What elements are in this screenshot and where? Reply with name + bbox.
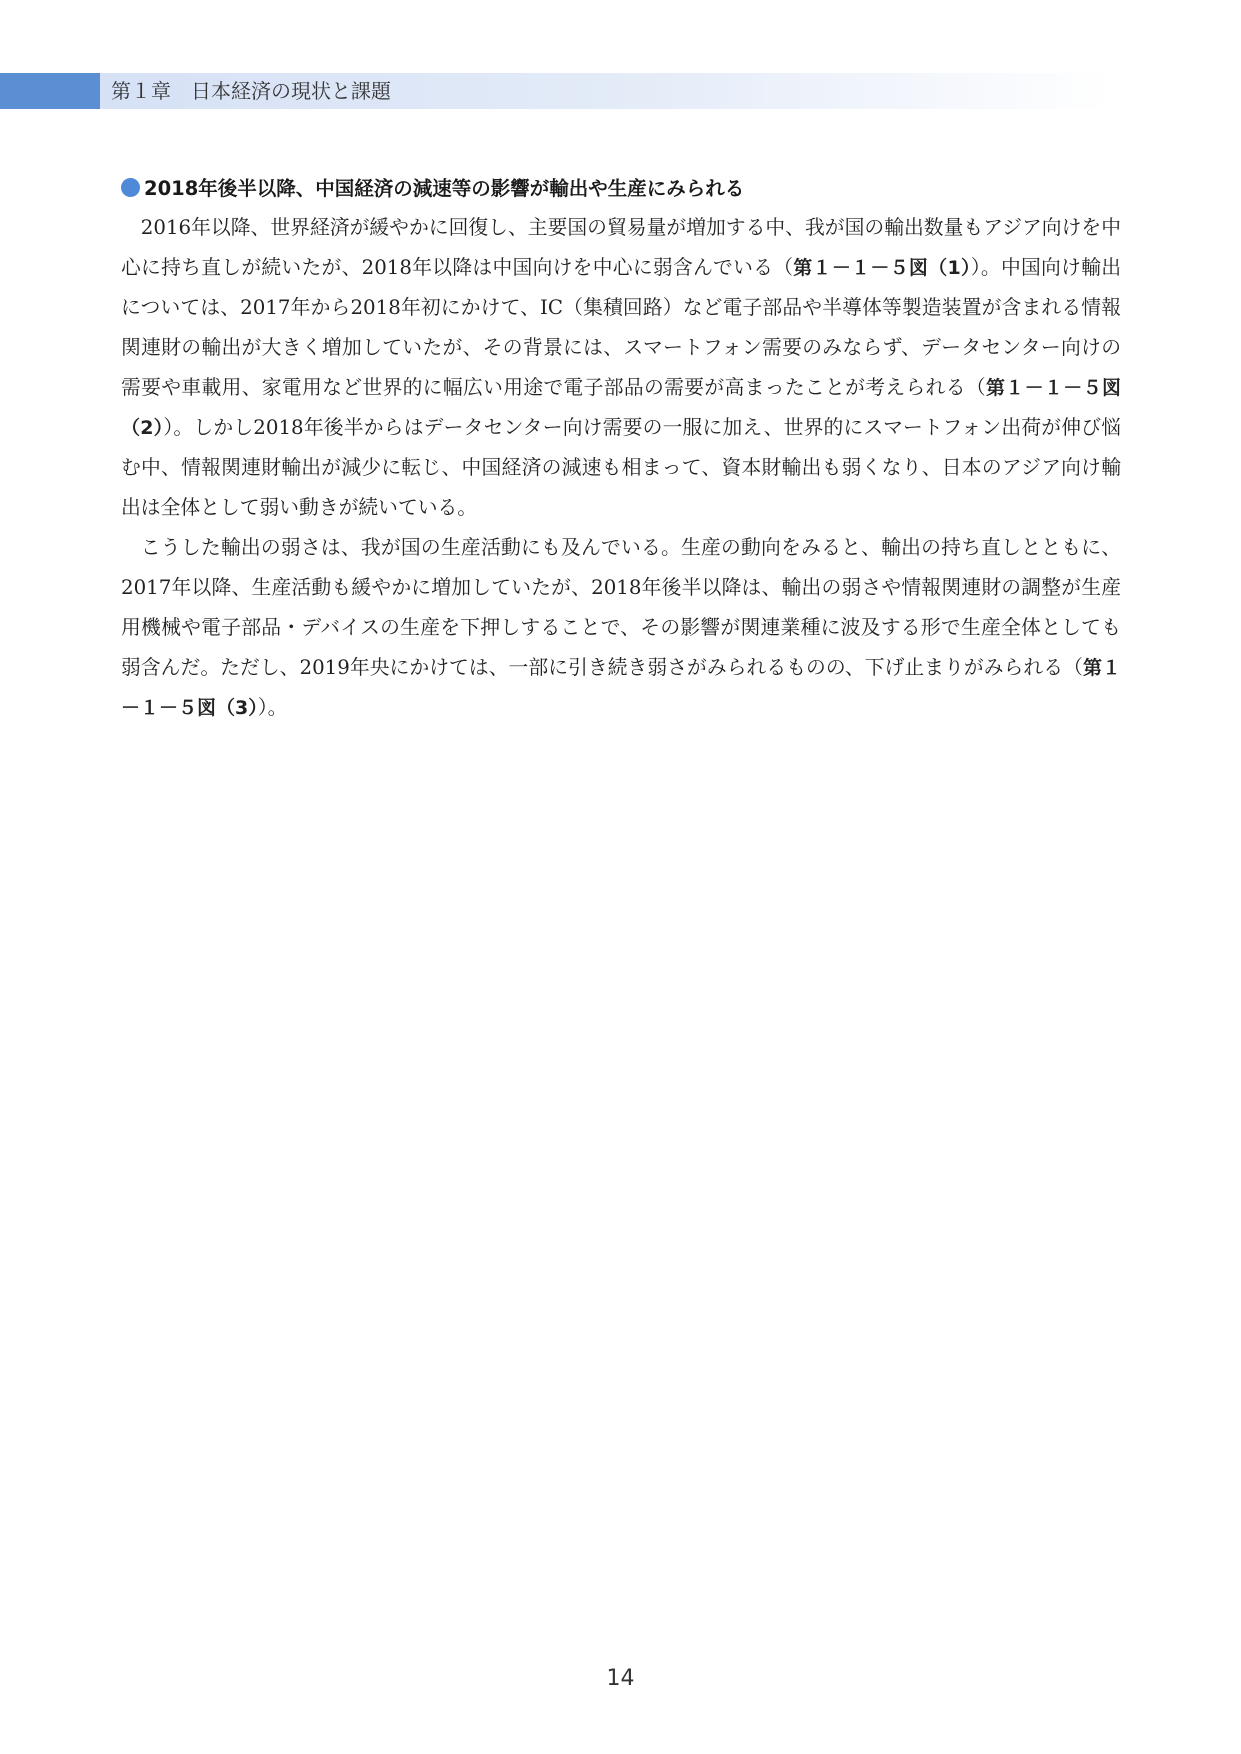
figure-reference: 第１－１－５図（2） xyxy=(121,377,1121,439)
page-content xyxy=(121,170,1121,728)
body-paragraph-2 xyxy=(121,528,1121,728)
bullet-icon xyxy=(121,178,140,197)
paragraph-text: ）。中国向け輸出については、2017年から2018年初にかけて、IC（集積回路）など電子部品や半導体等製造装置が含まれる情報関連財の輸出が大きく増加していたが、その背景には、スマートフォン需要のみならず、データセンター向けの需要や車載用、家電用など世界的に幅広い用途で電子部品の需要が高まったことが考えられる（ xyxy=(121,256,1121,399)
page-number: 14 xyxy=(606,1666,635,1691)
section-heading xyxy=(121,170,1121,204)
chapter-header-accent xyxy=(0,73,100,109)
chapter-title: 第１章 日本経済の現状と課題 xyxy=(111,79,391,103)
paragraph-text: 2016年以降、世界経済が緩やかに回復し、主要国の貿易量が増加する中、我が国の輸出数量もアジア向けを中心に持ち直しが続いたが、2018年以降は中国向けを中心に弱含んでいる（ xyxy=(121,216,1121,279)
section-heading-text: 2018年後半以降、中国経済の減速等の影響が輸出や生産にみられる xyxy=(144,177,745,200)
paragraph-text: ）。 xyxy=(257,696,288,719)
body-paragraph-1 xyxy=(121,208,1121,528)
figure-reference: 第１－１－５図（1） xyxy=(793,257,971,279)
chapter-header-band xyxy=(0,73,1110,109)
paragraph-text: こうした輸出の弱さは、我が国の生産活動にも及んでいる。生産の動向をみると、輸出の持ち直しとともに、2017年以降、生産活動も緩やかに増加していたが、2018年後半以降は、輸出の弱さや情報関連財の調整が生産用機械や電子部品・デバイスの生産を下押しすることで、その影響が関連業種に波及する形で生産全体としても弱含んだ。ただし、2019年央にかけては、一部に引き続き弱さがみられるものの、下げ止まりがみられる（ xyxy=(121,536,1121,679)
figure-reference: 第１－１－５図（3） xyxy=(121,657,1121,719)
paragraph-text: ）。しかし2018年後半からはデータセンター向け需要の一服に加え、世界的にスマートフォン出荷が伸び悩む中、情報関連財輸出が減少に転じ、中国経済の減速も相まって、資本財輸出も弱くなり、日本のアジア向け輸出は全体として弱い動きが続いている。 xyxy=(121,416,1121,519)
